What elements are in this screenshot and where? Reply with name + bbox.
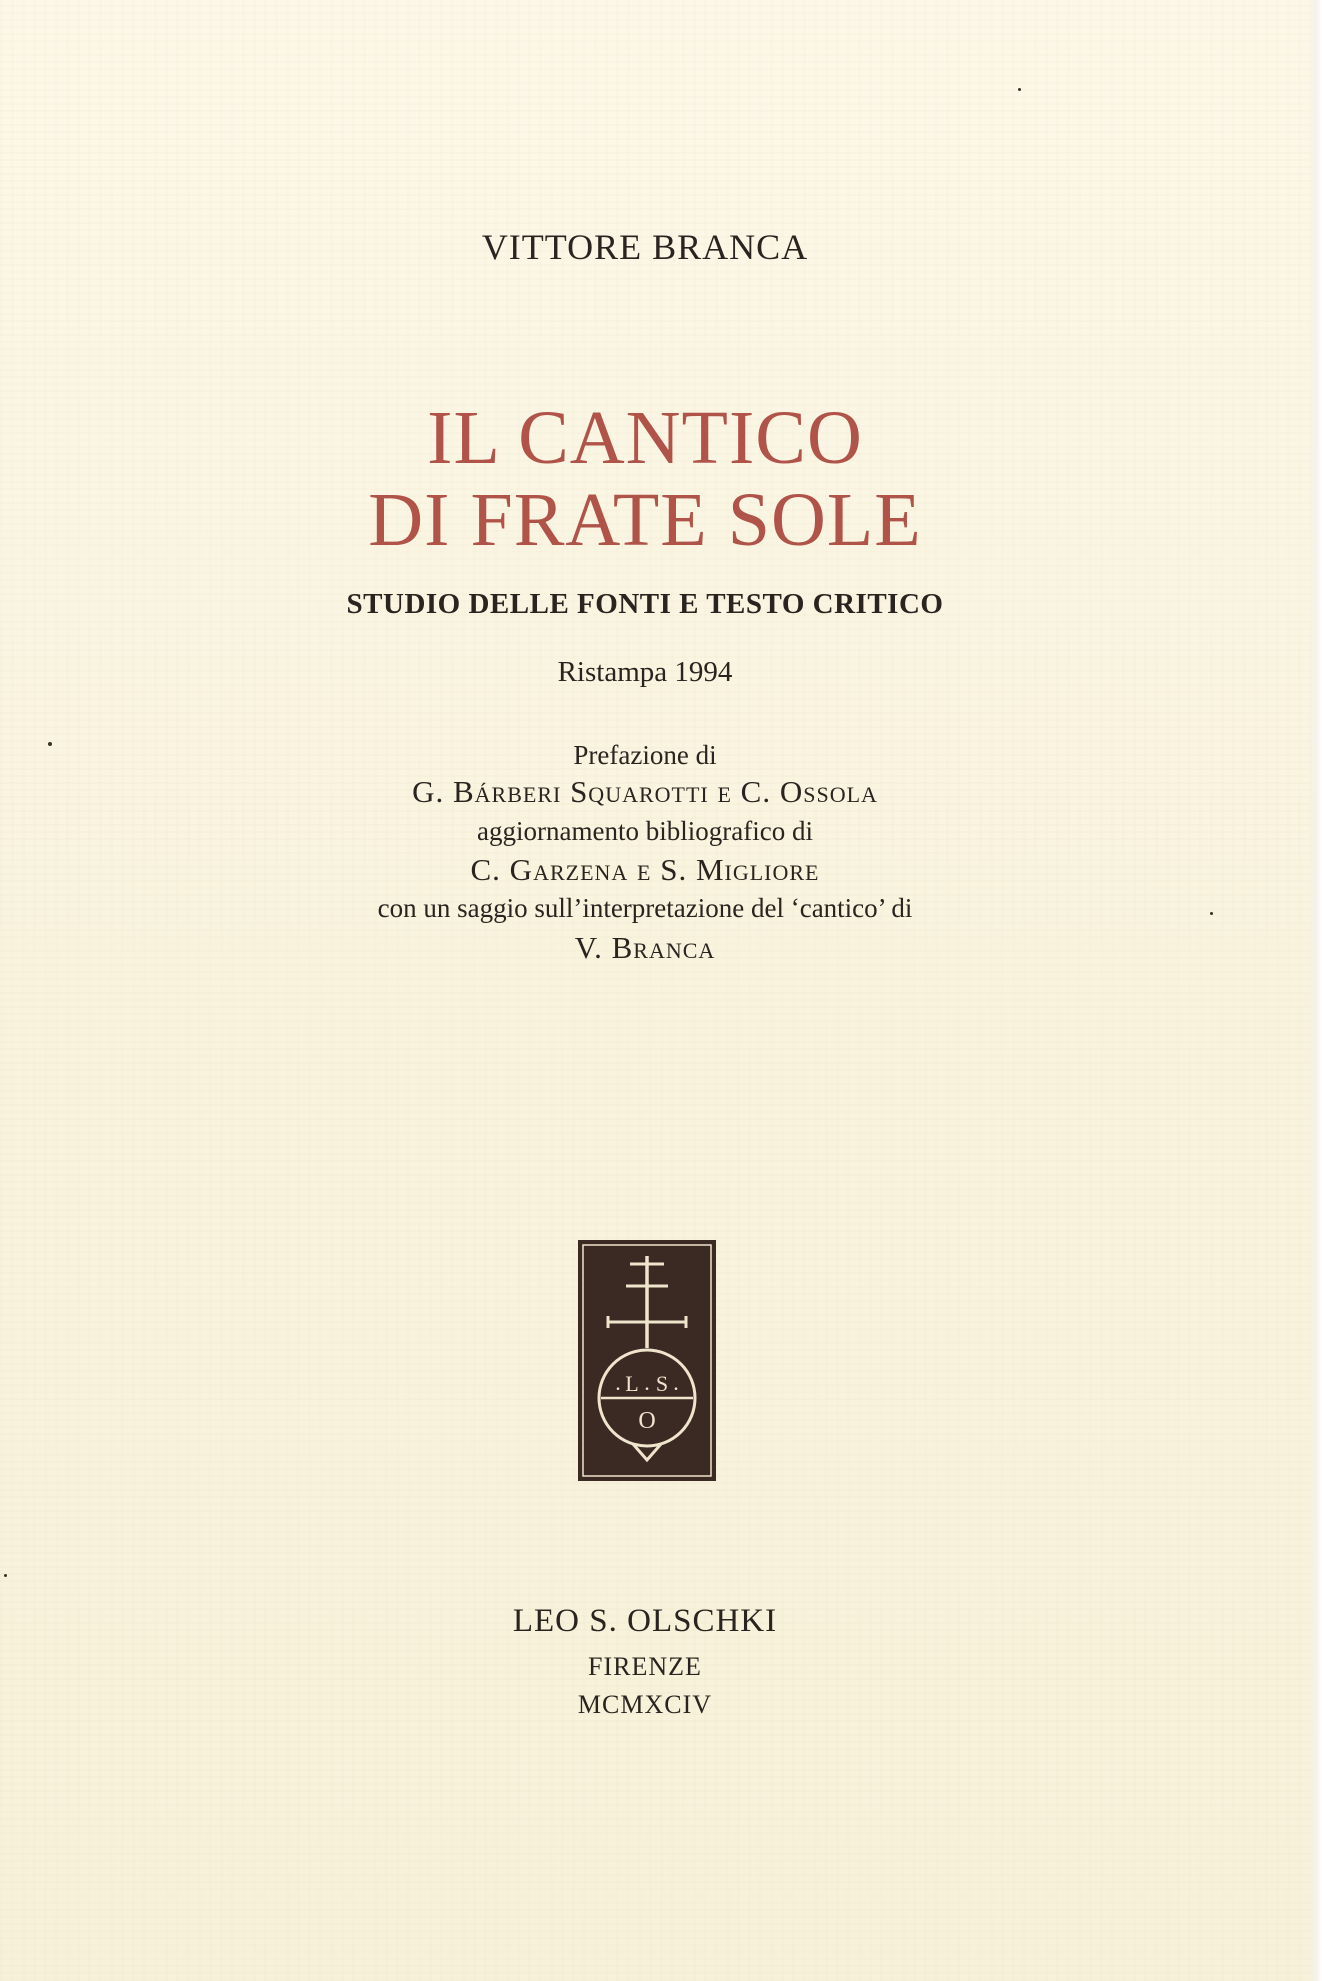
- publisher-city: FIRENZE: [588, 1652, 702, 1681]
- author-name: VITTORE BRANCA: [481, 227, 809, 267]
- publisher-mark-icon: [578, 1240, 716, 1481]
- page-edge: [1308, 0, 1322, 1981]
- paper-speck: [1018, 88, 1021, 91]
- subtitle: STUDIO DELLE FONTI E TESTO CRITICO: [346, 588, 944, 620]
- publisher-mark: [578, 1240, 716, 1481]
- publisher-name: LEO S. OLSCHKI: [512, 1603, 778, 1639]
- paper-speck: [4, 1574, 7, 1577]
- preface-authors: G. Bárberi Squarotti e C. Ossola: [412, 774, 878, 809]
- svg-text:.: .: [673, 1370, 679, 1395]
- title-line-1: IL CANTICO: [427, 396, 863, 480]
- paper-speck: [1210, 912, 1213, 915]
- essay-author: V. Branca: [574, 930, 716, 965]
- publication-year: MCMXCIV: [577, 1690, 713, 1719]
- title-line-2: DI FRATE SOLE: [368, 478, 922, 562]
- svg-text:.: .: [644, 1370, 650, 1395]
- paper-speck: [48, 742, 52, 746]
- mark-letter-l: L: [625, 1371, 639, 1396]
- bibliography-authors: C. Garzena e S. Migliore: [470, 852, 820, 887]
- bibliography-label: aggiornamento bibliografico di: [477, 816, 813, 846]
- essay-label: con un saggio sull’interpretazione del ‘cantico’ di: [377, 893, 913, 923]
- mark-letter-s: S: [655, 1371, 669, 1396]
- mark-letter-o: O: [638, 1408, 656, 1434]
- svg-text:.: .: [615, 1370, 621, 1395]
- reprint-note: Ristampa 1994: [557, 656, 733, 688]
- preface-label: Prefazione di: [573, 740, 717, 770]
